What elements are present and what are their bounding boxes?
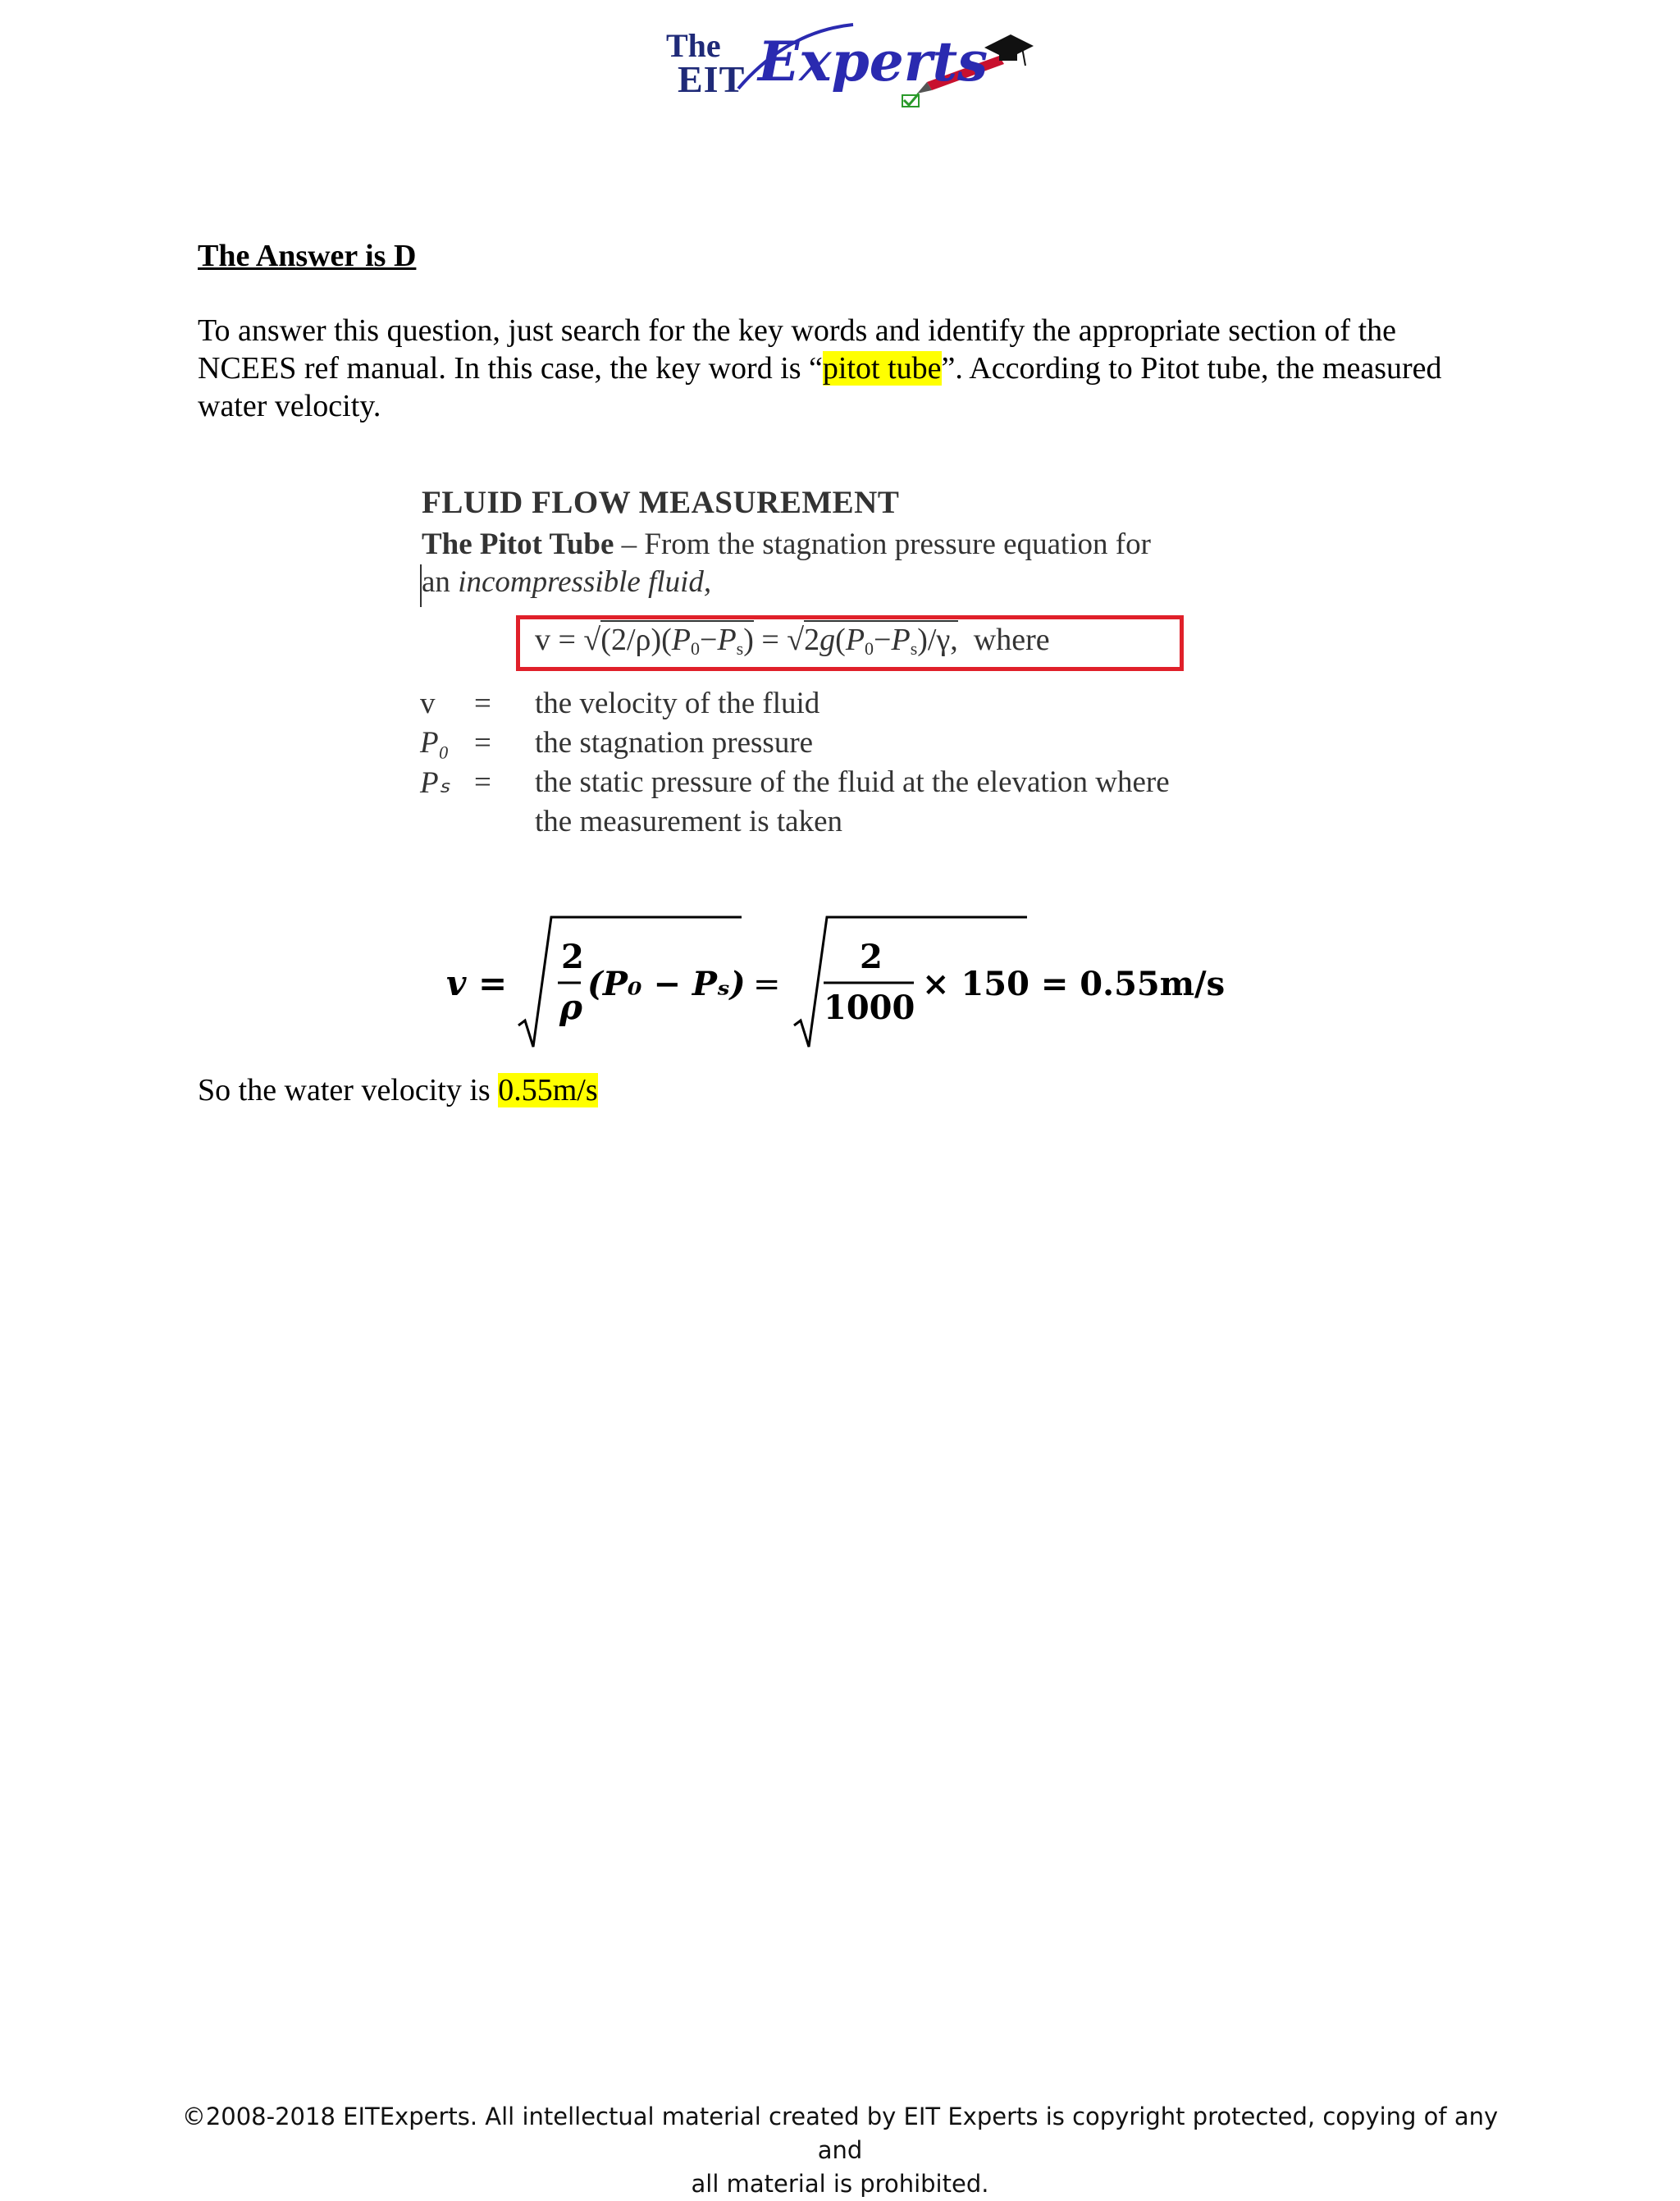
logo-experts-text: Experts (758, 30, 988, 94)
formula-graphic (427, 902, 1247, 1058)
definition-text: the velocity of the fluid (535, 687, 820, 720)
formula-paren: (P₀ − Pₛ) (587, 965, 746, 1003)
definition-equals: = (474, 765, 491, 799)
answer-title: The Answer is D (198, 239, 417, 273)
formula-frac2-den: 1000 (824, 989, 915, 1027)
definition-text: the stagnation pressure (535, 726, 814, 760)
eit-experts-logo (656, 15, 1034, 113)
definition-symbol: Pₛ (420, 766, 450, 800)
velocity-formula (427, 902, 1247, 1058)
definition-text: the measurement is taken (535, 805, 843, 838)
intro-text-after: ”. According to Pitot tube, the measured water velocity. (198, 351, 1442, 423)
equation-where: where (973, 623, 1050, 657)
definition-symbol: v (420, 687, 436, 720)
logo-eit-text: EIT (678, 58, 746, 100)
formula-lhs: v = (446, 963, 508, 1003)
formula-result: × 150 = 0.55m/s (922, 965, 1226, 1003)
definition-equals: = (474, 726, 491, 760)
reference-heading: FLUID FLOW MEASUREMENT (422, 485, 900, 520)
definition-text: the static pressure of the fluid at the elevation where (535, 765, 1170, 799)
formula-frac1-den: ρ (559, 987, 582, 1027)
logo-the-text: The (666, 27, 721, 64)
footer-line-1: ©2008-2018 EITExperts. All intellectual material created by EIT Experts is copyright protected, copying of any and (181, 2103, 1499, 2164)
formula-equals: = (753, 966, 781, 1003)
definition-symbol: P₀ (420, 726, 450, 760)
intro-highlight: pitot tube (822, 351, 942, 386)
reference-line2 (422, 564, 711, 600)
intro-text-before: To answer this question, just search for the key words and identify the appropriate section of the NCEES ref manual. In this case, the key word is “ (198, 313, 1396, 386)
text-cursor (420, 564, 422, 607)
reference-line2-italic: incompressible fluid, (458, 565, 712, 599)
conclusion-text: So the water velocity is (198, 1073, 499, 1107)
reference-subtitle-rest: – From the stagnation pressure equation for (614, 527, 1151, 561)
definition-equals: = (474, 687, 491, 720)
pitot-equation: $v = √(2/\rho)(P_0-P_s) = √2g(P_0-P_s)/\gamma$, where (535, 622, 1050, 660)
conclusion-line (198, 1072, 598, 1108)
footer-line-2: all material is prohibited. (691, 2170, 989, 2198)
conclusion-highlight: 0.55m/s (498, 1073, 598, 1107)
formula-frac2-num: 2 (860, 938, 883, 976)
reference-line2-plain: an (422, 565, 459, 599)
formula-frac1-num: 2 (561, 938, 584, 976)
copyright-footer (164, 2100, 1516, 2201)
reference-subtitle (422, 527, 1151, 562)
intro-paragraph (198, 312, 1502, 425)
reference-subtitle-bold: The Pitot Tube (422, 527, 614, 561)
